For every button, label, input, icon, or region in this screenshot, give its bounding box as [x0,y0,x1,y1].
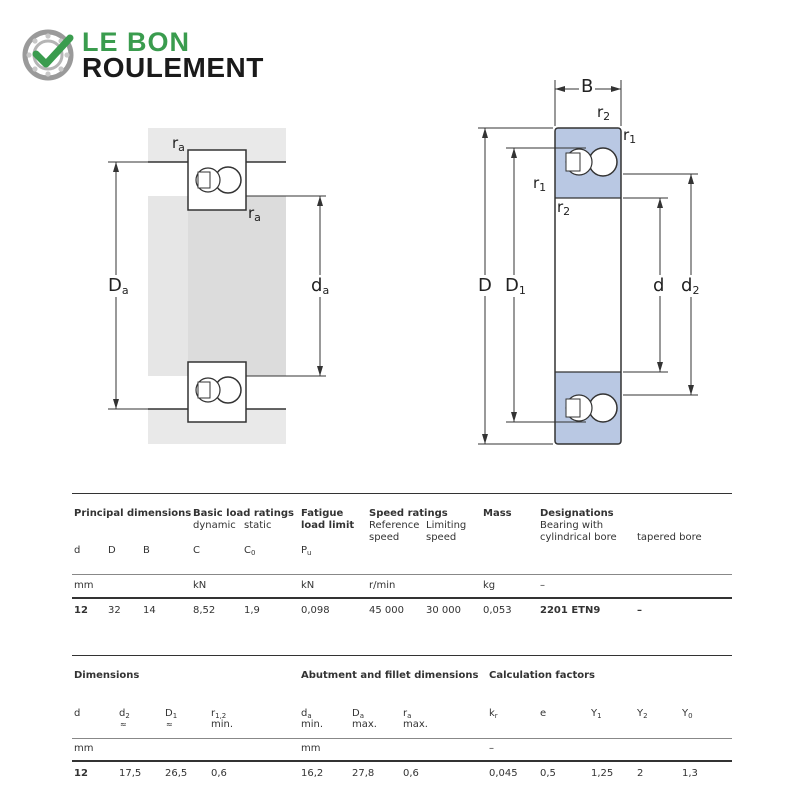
row2-e: 0,5 [540,768,556,779]
row2-r12: 0,6 [211,768,227,779]
sym2-da-note: min. [301,719,324,730]
row2-d: 12 [74,768,88,779]
row2-Da: 27,8 [352,768,375,779]
th-ref1: Reference [369,520,420,531]
row2-kr: 0,045 [489,768,518,779]
unit-kN-1: kN [193,580,207,591]
sym-D: D [108,545,116,556]
sym2-d: d [74,708,81,719]
label-r1-top: $r_1$ [623,126,637,146]
row-designation: 2201 ETN9 [540,605,601,616]
th-dimensions: Dimensions [74,670,140,681]
sym2-D1-note: ≈ [166,720,173,729]
row-D: 32 [108,605,121,616]
th-desig-sub2: cylindrical bore [540,532,617,543]
label-r2-mid: $r_2$ [557,198,571,218]
table1-row-rule [72,597,732,599]
sym2-ra: $r_a$ [403,708,412,720]
unit-kg: kg [483,580,496,591]
sym2-kr: $k_r$ [489,708,498,720]
sym2-Y1: $Y_1$ [591,708,602,720]
row2-Y2: 2 [637,768,644,779]
unit2-mm-2: mm [301,743,321,754]
row2-da: 16,2 [301,768,324,779]
brand-line1: LE BON [82,27,191,57]
label-D: D [478,275,492,296]
row2-ra: 0,6 [403,768,419,779]
th-ref2: speed [369,532,400,543]
th-desig: Designations [540,508,614,519]
th-lim1: Limiting [426,520,467,531]
row-mass: 0,053 [483,605,512,616]
row-Pu: 0,098 [301,605,330,616]
sym-Pu: $P_u$ [301,545,312,557]
label-d2: $d_2$ [681,275,700,297]
unit2-dash: – [489,743,494,754]
row-lim-speed: 30 000 [426,605,461,616]
th-calc-factors: Calculation factors [489,670,595,681]
sym2-Da: $D_a$ [352,708,364,720]
row2-d2: 17,5 [119,768,142,779]
row-B: 14 [143,605,156,616]
sym2-Y0: $Y_0$ [682,708,693,720]
table2-row-rule [72,760,732,762]
th-static: static [244,520,272,531]
th-basic: Basic load ratings [193,508,294,519]
row-d: 12 [74,605,88,616]
th-fatigue1: Fatigue [301,508,344,519]
brand-line2: ROULEMENT [82,52,264,83]
sym2-ra-note: max. [403,719,428,730]
th-lim2: speed [426,532,457,543]
th-abutment: Abutment and fillet dimensions [301,670,479,681]
sym-d: d [74,545,81,556]
sym-C: C [193,545,200,556]
label-r1-mid: $r_1$ [533,174,547,194]
table2-top-rule [72,655,732,656]
unit-kN-2: kN [301,580,315,591]
unit-rmin: r/min [369,580,396,591]
th-desig-sub1: Bearing with [540,520,604,531]
sym2-Y2: $Y_2$ [637,708,648,720]
row2-D1: 26,5 [165,768,188,779]
row-C0: 1,9 [244,605,260,616]
unit-mm: mm [74,580,94,591]
th-mass: Mass [483,508,512,519]
row-C: 8,52 [193,605,216,616]
label-B: B [581,76,594,97]
label-Da: $D_a$ [108,275,129,297]
sym2-Da-note: max. [352,719,377,730]
sym2-e: e [540,708,547,719]
sym2-da: $d_a$ [301,708,312,720]
th-speed: Speed ratings [369,508,448,519]
unit2-mm-1: mm [74,743,94,754]
sym2-d2-note: ≈ [120,720,127,729]
label-d: d [653,275,665,296]
row2-Y1: 1,25 [591,768,614,779]
th-tapered: tapered bore [637,532,702,543]
th-dynamic: dynamic [193,520,236,531]
table1-mid-rule [72,574,732,575]
sym2-r12-note: min. [211,719,234,730]
label-D1: $D_1$ [505,275,526,297]
row2-Y0: 1,3 [682,768,698,779]
row-ref-speed: 45 000 [369,605,404,616]
label-da: $d_a$ [311,275,330,297]
label-ra-mid: $r_a$ [248,204,261,224]
th-fatigue2: load limit [301,520,355,531]
sym-C0: $C_0$ [244,545,256,557]
label-ra-top: $r_a$ [172,134,185,154]
th-principal: Principal dimensions [74,508,192,519]
row-tapered: – [637,605,642,616]
sym-B: B [143,545,150,556]
unit-dash: – [540,580,545,591]
sym2-d2: $d_2$ [119,708,130,720]
sym2-D1: $D_1$ [165,708,178,720]
label-r2-top: $r_2$ [597,103,611,123]
table2-mid-rule [72,738,732,739]
table1-top-rule [72,493,732,494]
sym2-r12: $r_{1,2}$ [211,708,227,720]
